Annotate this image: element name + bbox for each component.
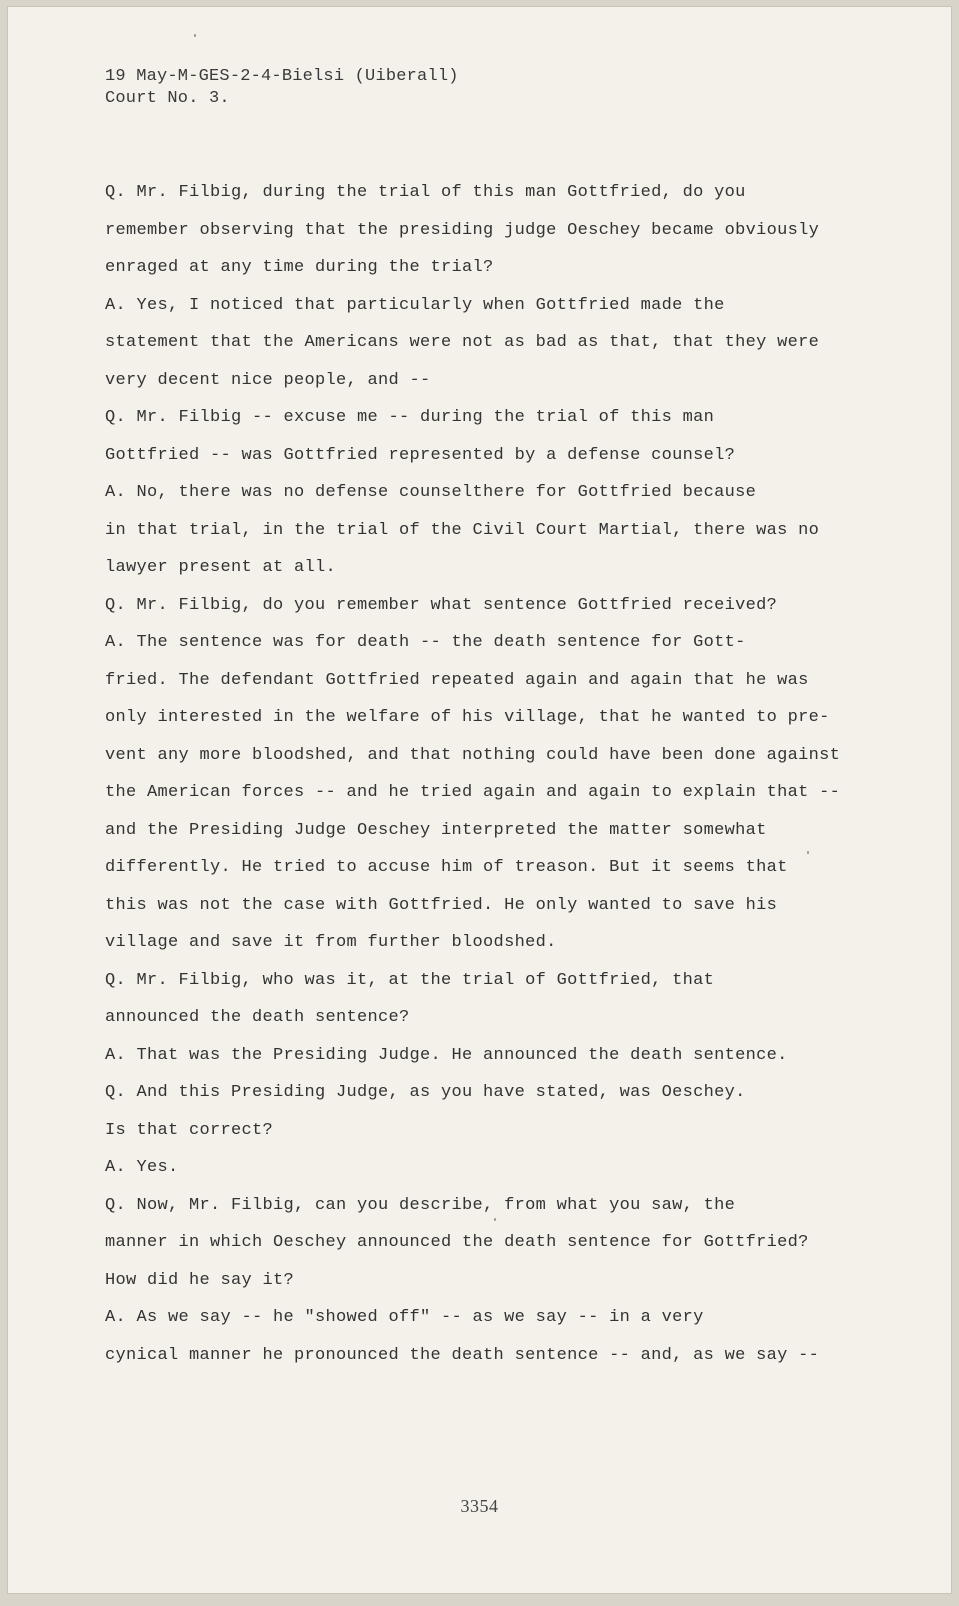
transcript-line: fried. The defendant Gottfried repeated again and again that he was [105,670,809,690]
transcript-line: Q. Mr. Filbig, do you remember what sentence Gottfried received? [105,595,778,615]
transcript-line: differently. He tried to accuse him of treason. But it seems that [105,858,788,877]
transcript-line: Q. Mr. Filbig, who was it, at the trial of Gottfried, that [105,970,715,990]
paper-speck [494,1218,496,1221]
transcript-line: announced the death sentence? [105,1008,410,1027]
header-line-session: 19 May-M-GES-2-4-Bielsi (Uiberall) [105,67,459,86]
transcript-line: A. That was the Presiding Judge. He announced the death sentence. [105,1045,788,1065]
page-number: 3354 [460,1496,499,1516]
transcript-line: Is that correct? [105,1120,274,1140]
transcript-line: and the Presiding Judge Oeschey interpreted the matter somewhat [105,820,767,840]
transcript-line: A. The sentence was for death -- the death sentence for Gott- [105,633,746,652]
transcript-line: Q. Mr. Filbig -- excuse me -- during the trial of this man [105,408,715,427]
transcript-line: Q. Mr. Filbig, during the trial of this man Gottfried, do you [105,183,746,202]
transcript-line: A. No, there was no defense counselthere for Gottfried because [105,483,757,502]
transcript-line: lawyer present at all. [105,558,337,577]
document-header [105,66,459,110]
transcript-body [105,174,885,1374]
header-line-court: Court No. 3. [105,89,230,108]
transcript-line: vent any more bloodshed, and that nothing could have been done against [105,745,841,765]
paper-speck [807,851,809,854]
transcript-line: How did he say it? [105,1270,295,1290]
transcript-line: the American forces -- and he tried again and again to explain that -- [105,783,841,802]
transcript-line: Gottfried -- was Gottfried represented by a defense counsel? [105,445,736,465]
transcript-line: village and save it from further bloodshed. [105,933,557,952]
transcript-line: A. As we say -- he "showed off" -- as we say -- in a very [105,1308,704,1327]
transcript-line: A. Yes. [105,1158,179,1177]
paper-speck [194,34,196,37]
transcript-line: very decent nice people, and -- [105,370,431,390]
transcript-line: in that trial, in the trial of the Civil Court Martial, there was no [105,520,820,540]
transcript-line: Q. And this Presiding Judge, as you have stated, was Oeschey. [105,1083,746,1102]
document-page [7,6,952,1594]
transcript-line: Q. Now, Mr. Filbig, can you describe, from what you saw, the [105,1195,736,1215]
transcript-line: A. Yes, I noticed that particularly when Gottfried made the [105,295,725,315]
transcript-line: this was not the case with Gottfried. He only wanted to save his [105,895,778,915]
transcript-line: only interested in the welfare of his village, that he wanted to pre- [105,708,830,727]
transcript-line: remember observing that the presiding judge Oeschey became obviously [105,220,820,240]
transcript-line: statement that the Americans were not as bad as that, that they were [105,333,820,352]
transcript-line: enraged at any time during the trial? [105,258,494,277]
transcript-line: manner in which Oeschey announced the death sentence for Gottfried? [105,1233,809,1252]
transcript-line: cynical manner he pronounced the death sentence -- and, as we say -- [105,1345,820,1365]
